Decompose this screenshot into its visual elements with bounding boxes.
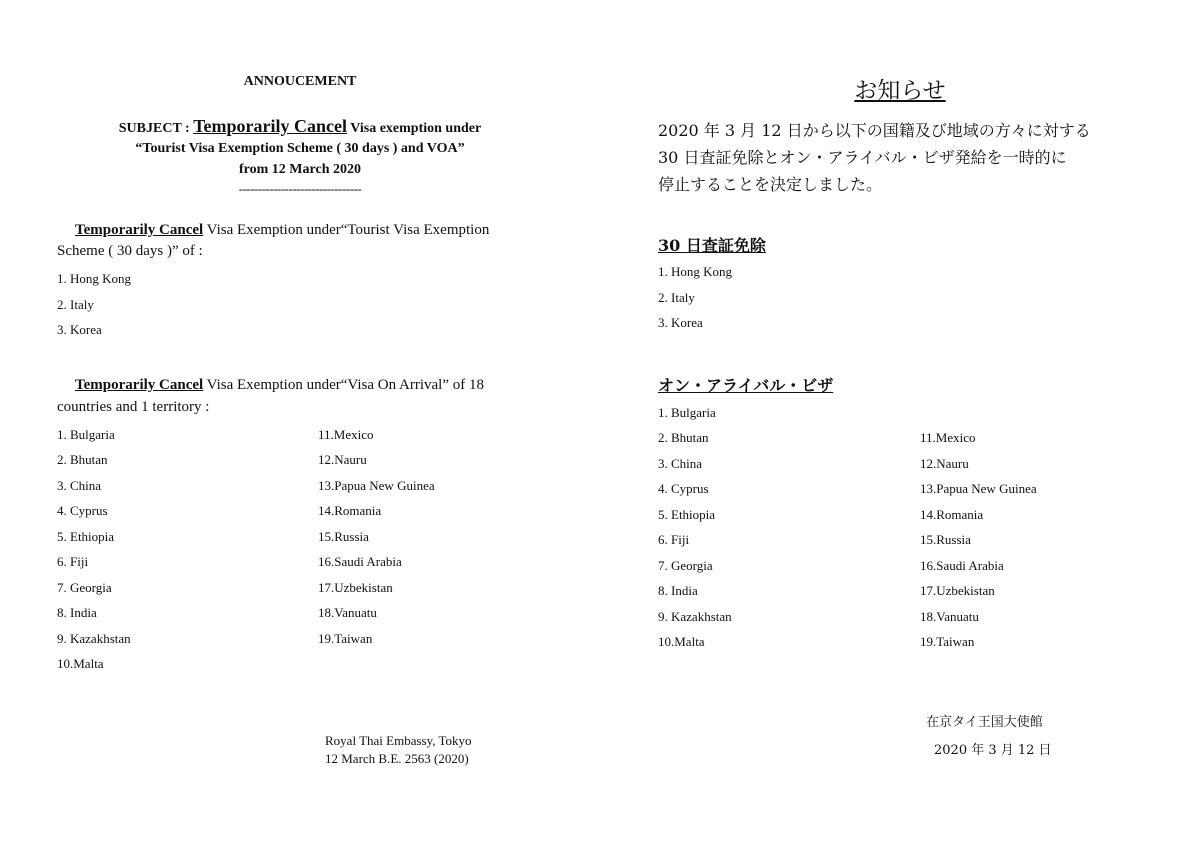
jp-intro-line-2: 30 日査証免除とオン・アライバル・ビザ発給を一時的に xyxy=(658,148,1067,167)
list-item: 8. India xyxy=(658,583,698,598)
list-item: 16.Saudi Arabia xyxy=(318,554,402,569)
list-item: 14.Romania xyxy=(920,507,984,522)
list-item: 11.Mexico xyxy=(318,427,374,442)
list-item: 2. Italy xyxy=(658,290,695,305)
list-item: 6. Fiji xyxy=(658,532,690,547)
list-item: 7. Georgia xyxy=(57,580,112,595)
list-item: 13.Papua New Guinea xyxy=(920,481,1037,496)
list-item: 1. Bulgaria xyxy=(57,427,115,442)
jp-intro-line-1: 2020 年 3 月 12 日から以下の国籍及び地域の方々に対する xyxy=(658,121,1091,140)
list-item: 13.Papua New Guinea xyxy=(318,478,435,493)
divider: -------------------------------- xyxy=(238,181,362,196)
section1-emphasis: Temporarily Cancel xyxy=(75,222,204,238)
list-item: 17.Uzbekistan xyxy=(318,580,393,595)
list-item: 3. China xyxy=(57,478,102,493)
list-item: 1. Hong Kong xyxy=(658,264,733,279)
section2-line-1 xyxy=(75,377,484,394)
subject-prefix: SUBJECT : xyxy=(118,121,190,136)
jp-signature-date: 2020 年 3 月 12 日 xyxy=(934,743,1052,758)
list-item: 1. Bulgaria xyxy=(658,405,716,420)
list-item: 5. Ethiopia xyxy=(658,507,716,522)
section1-text: Visa Exemption under“Tourist Visa Exemption xyxy=(206,222,490,238)
list-item: 19.Taiwan xyxy=(318,631,373,646)
list-item: 10.Malta xyxy=(57,656,104,671)
list-item: 4. Cyprus xyxy=(57,503,108,518)
subject-rest: Visa exemption under xyxy=(350,121,482,136)
list-item: 15.Russia xyxy=(920,532,971,547)
list-item: 12.Nauru xyxy=(318,452,367,467)
subject-line-2: “Tourist Visa Exemption Scheme ( 30 days ) and VOA” xyxy=(135,141,465,156)
jp-section2-title: オン・アライバル・ビザ xyxy=(658,376,834,395)
list-item: 3. China xyxy=(658,456,703,471)
subject-line-1 xyxy=(40,116,560,137)
section1-line-1 xyxy=(75,222,489,239)
section1-line-2: Scheme ( 30 days )” of : xyxy=(57,243,203,259)
list-item: 2. Bhutan xyxy=(658,430,709,445)
list-item: 9. Kazakhstan xyxy=(658,609,732,624)
announcement-title: ANNOUCEMENT xyxy=(243,74,357,89)
section2-emphasis: Temporarily Cancel xyxy=(75,377,204,393)
jp-signature-embassy: 在京タイ王国大使館 xyxy=(926,715,1043,730)
jp-intro-line-3: 停止することを決定しました。 xyxy=(658,175,883,194)
signature-embassy: Royal Thai Embassy, Tokyo xyxy=(325,733,472,748)
list-item: 2. Italy xyxy=(57,297,94,312)
signature-date: 12 March B.E. 2563 (2020) xyxy=(325,751,469,766)
list-item: 18.Vanuatu xyxy=(318,605,377,620)
section2-line-2: countries and 1 territory : xyxy=(57,399,210,415)
list-item: 5. Ethiopia xyxy=(57,529,115,544)
list-item: 1. Hong Kong xyxy=(57,271,132,286)
jp-section1-title: 30 日査証免除 xyxy=(658,236,766,255)
list-item: 9. Kazakhstan xyxy=(57,631,131,646)
jp-page-title: お知らせ xyxy=(854,78,946,104)
list-item: 14.Romania xyxy=(318,503,382,518)
list-item: 17.Uzbekistan xyxy=(920,583,995,598)
list-item: 7. Georgia xyxy=(658,558,713,573)
list-item: 10.Malta xyxy=(658,634,705,649)
list-item: 3. Korea xyxy=(57,322,102,337)
list-item: 6. Fiji xyxy=(57,554,89,569)
list-item: 8. India xyxy=(57,605,97,620)
list-item: 3. Korea xyxy=(658,315,703,330)
list-item: 12.Nauru xyxy=(920,456,969,471)
list-item: 19.Taiwan xyxy=(920,634,975,649)
subject-emphasis: Temporarily Cancel xyxy=(193,116,348,136)
list-item: 11.Mexico xyxy=(920,430,976,445)
section2-text: Visa Exemption under“Visa On Arrival” of 18 xyxy=(206,377,484,393)
list-item: 15.Russia xyxy=(318,529,369,544)
list-item: 2. Bhutan xyxy=(57,452,108,467)
list-item: 18.Vanuatu xyxy=(920,609,979,624)
list-item: 4. Cyprus xyxy=(658,481,709,496)
list-item: 16.Saudi Arabia xyxy=(920,558,1004,573)
subject-line-3: from 12 March 2020 xyxy=(239,162,361,177)
